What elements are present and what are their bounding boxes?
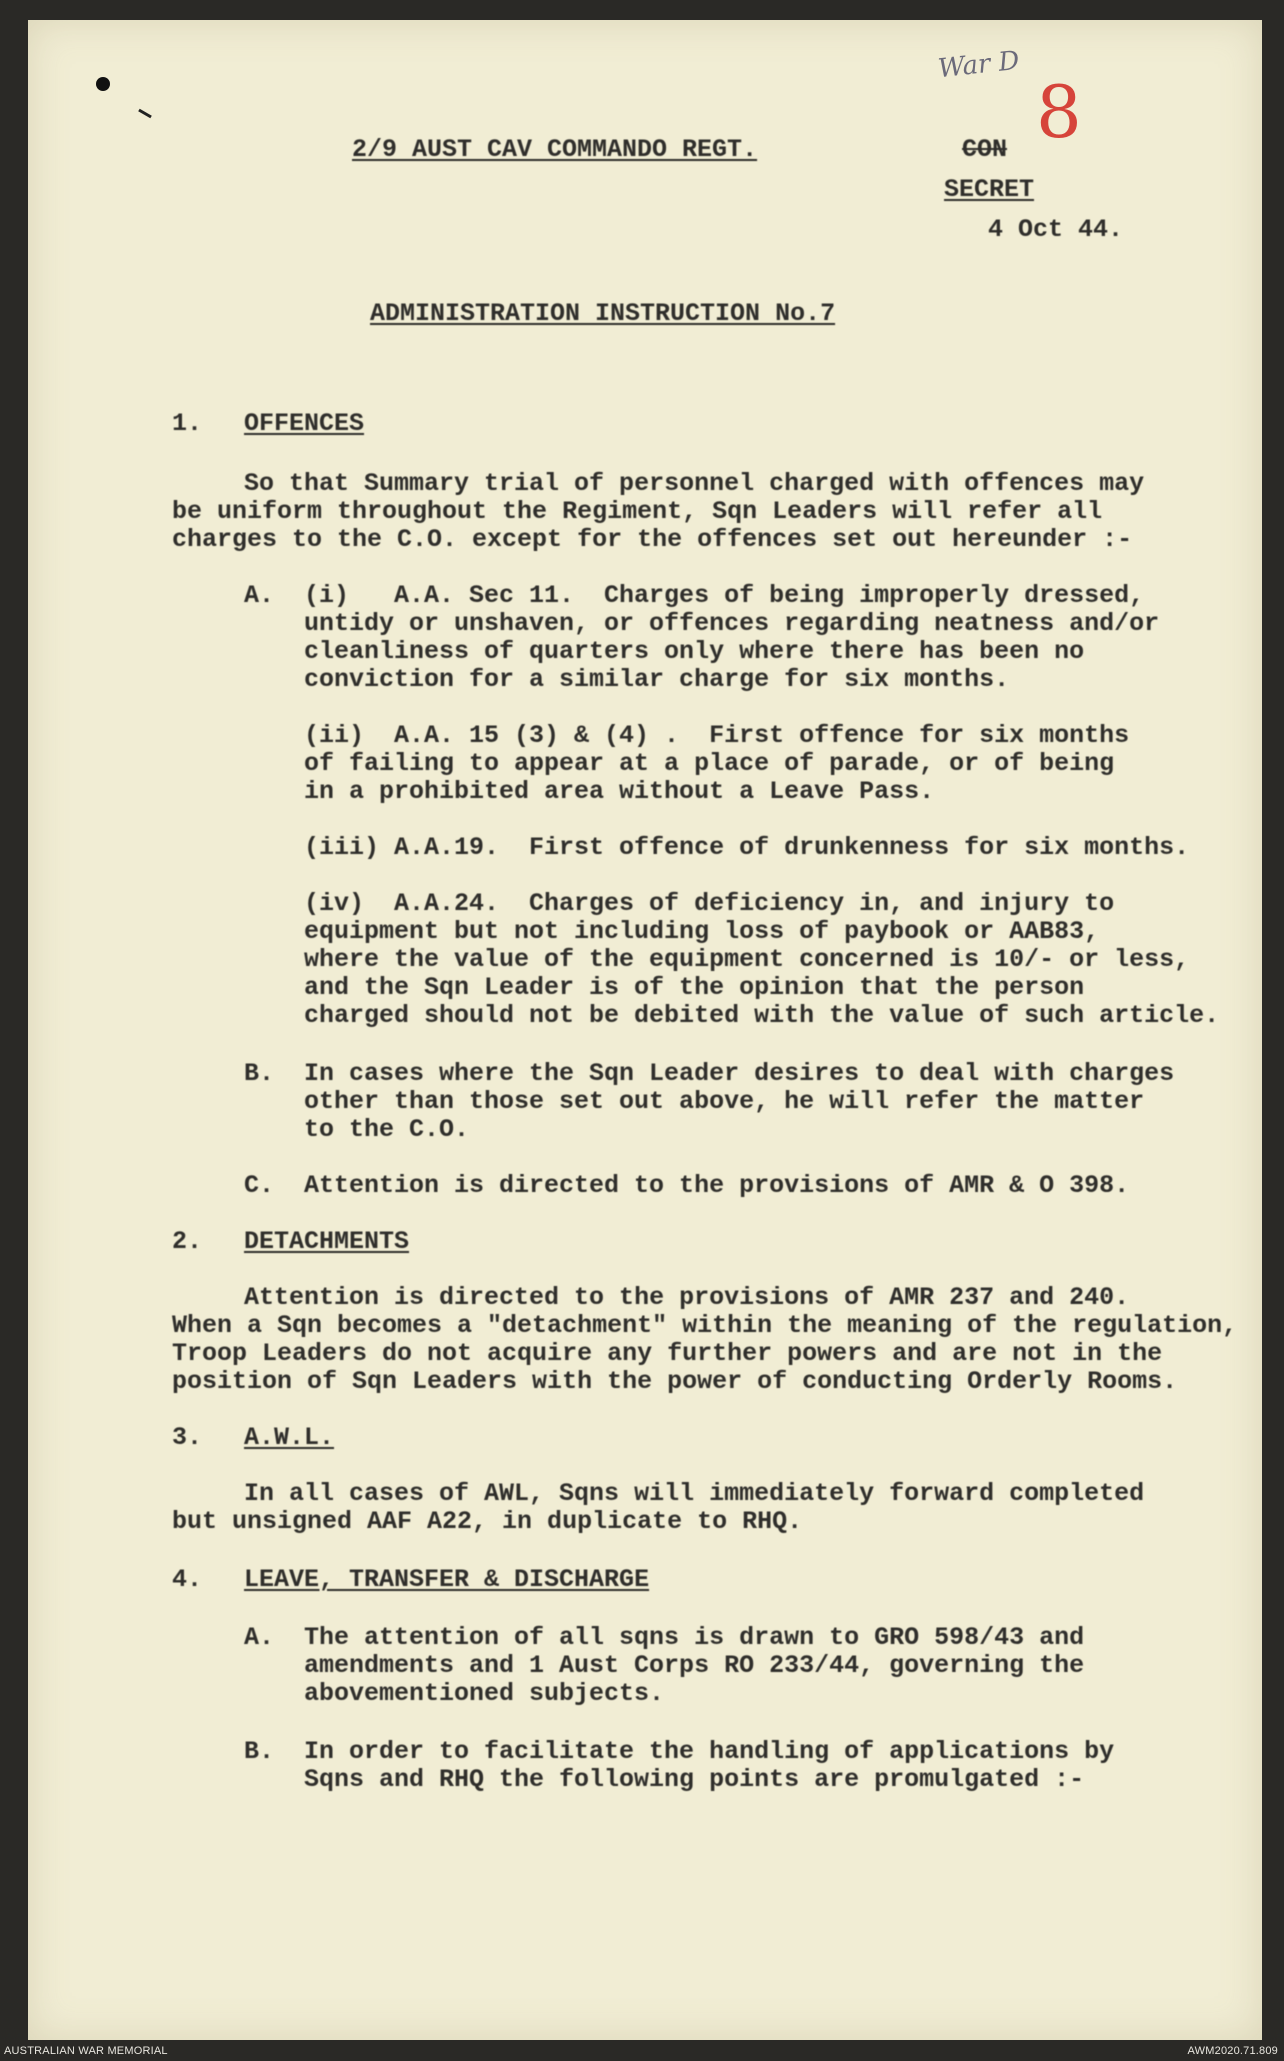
- section-1-intro-line: be uniform throughout the Regiment, Sqn Leaders will refer all: [172, 497, 1103, 526]
- section-4-a-line: The attention of all sqns is drawn to GRO 598/43 and: [304, 1623, 1085, 1652]
- handwritten-page-number: 8: [1036, 70, 1082, 154]
- handwritten-note: War D: [936, 45, 1021, 85]
- item-a-i-line: conviction for a similar charge for six months.: [304, 665, 1010, 694]
- item-a-i-line: cleanliness of quarters only where there has been no: [304, 637, 1085, 666]
- item-a-ii-line: of failing to appear at a place of parade, or of being: [304, 749, 1115, 778]
- section-2-line: When a Sqn becomes a "detachment" within the meaning of the regulation,: [172, 1311, 1238, 1340]
- classification-secret: SECRET: [944, 175, 1035, 204]
- section-4-a-line: abovementioned subjects.: [304, 1679, 665, 1708]
- section-2-number: 2.: [172, 1227, 203, 1256]
- subsection-a-label: A.: [244, 581, 275, 610]
- section-4-b-label: B.: [244, 1737, 275, 1766]
- section-2-line: Troop Leaders do not acquire any further powers and are not in the: [172, 1339, 1163, 1368]
- footer-institution: AUSTRALIAN WAR MEMORIAL: [4, 2045, 168, 2057]
- document-date: 4 Oct 44.: [988, 215, 1124, 244]
- section-3-line: but unsigned AAF A22, in duplicate to RHQ.: [172, 1507, 803, 1536]
- section-1-intro-line: So that Summary trial of personnel charged with offences may: [244, 469, 1145, 498]
- subsection-c-label: C.: [244, 1171, 275, 1200]
- item-a-i-line: (i) A.A. Sec 11. Charges of being improperly dressed,: [304, 581, 1145, 610]
- section-2-heading: DETACHMENTS: [244, 1227, 410, 1256]
- section-2-line: Attention is directed to the provisions of AMR 237 and 240.: [244, 1283, 1130, 1312]
- document-title: ADMINISTRATION INSTRUCTION No.7: [370, 299, 836, 328]
- section-4-a-label: A.: [244, 1623, 275, 1652]
- section-4-a-line: amendments and 1 Aust Corps RO 233/44, governing the: [304, 1651, 1085, 1680]
- footer-accession-number: AWM2020.71.809: [1187, 2045, 1278, 2057]
- item-a-iv-line: where the value of the equipment concerned is 10/- or less,: [304, 945, 1190, 974]
- item-a-ii-line: in a prohibited area without a Leave Pass.: [304, 777, 935, 806]
- section-2-line: position of Sqn Leaders with the power of conducting Orderly Rooms.: [172, 1367, 1178, 1396]
- subsection-b-label: B.: [244, 1059, 275, 1088]
- section-4-b-line: Sqns and RHQ the following points are promulgated :-: [304, 1765, 1085, 1794]
- section-4-b-line: In order to facilitate the handling of applications by: [304, 1737, 1115, 1766]
- subsection-b-line: other than those set out above, he will refer the matter: [304, 1087, 1145, 1116]
- item-a-i-line: untidy or unshaven, or offences regarding neatness and/or: [304, 609, 1160, 638]
- subsection-c-line: Attention is directed to the provisions of AMR & O 398.: [304, 1171, 1130, 1200]
- section-4-heading: LEAVE, TRANSFER & DISCHARGE: [244, 1565, 650, 1594]
- item-a-iii-line: (iii) A.A.19. First offence of drunkenness for six months.: [304, 833, 1190, 862]
- unit-name: 2/9 AUST CAV COMMANDO REGT.: [352, 135, 758, 164]
- section-1-number: 1.: [172, 409, 203, 438]
- section-3-heading: A.W.L.: [244, 1423, 335, 1452]
- section-3-line: In all cases of AWL, Sqns will immediately forward completed: [244, 1479, 1145, 1508]
- item-a-iv-line: (iv) A.A.24. Charges of deficiency in, and injury to: [304, 889, 1115, 918]
- item-a-iv-line: charged should not be debited with the value of such article.: [304, 1001, 1220, 1030]
- item-a-iv-line: and the Sqn Leader is of the opinion that the person: [304, 973, 1085, 1002]
- subsection-b-line: to the C.O.: [304, 1115, 470, 1144]
- item-a-ii-line: (ii) A.A. 15 (3) & (4) . First offence for six months: [304, 721, 1130, 750]
- section-3-number: 3.: [172, 1423, 203, 1452]
- classification-struck: CON: [962, 135, 1008, 164]
- section-1-intro-line: charges to the C.O. except for the offences set out hereunder :-: [172, 525, 1133, 554]
- section-4-number: 4.: [172, 1565, 203, 1594]
- subsection-b-line: In cases where the Sqn Leader desires to deal with charges: [304, 1059, 1175, 1088]
- section-1-heading: OFFENCES: [244, 409, 365, 438]
- item-a-iv-line: equipment but not including loss of paybook or AAB83,: [304, 917, 1100, 946]
- punch-hole-mark: [96, 77, 110, 91]
